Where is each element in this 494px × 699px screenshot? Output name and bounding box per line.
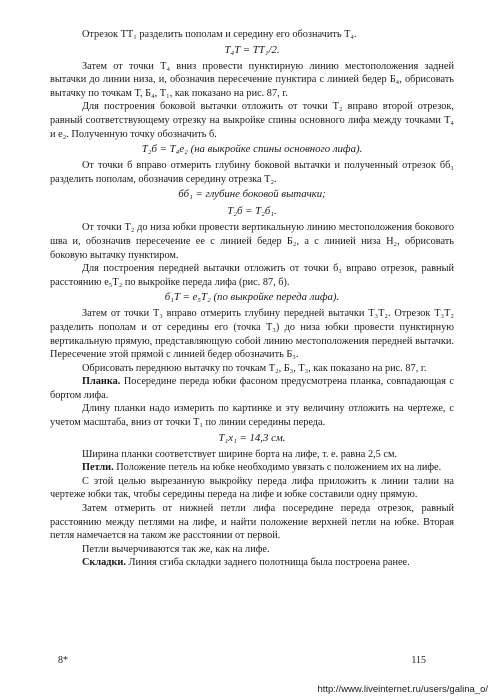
- formula: бб₁ = глубине боковой вытачки;: [178, 188, 326, 201]
- paragraph-text: Посередине переда юбки фасоном предусмотрена планка, совпадающая с бортом лифа.: [50, 376, 454, 401]
- paragraph: Затем от точки T₃ вправо отмерить глубину передней вытачки T₃T₂. Отрезок T₃T₂ разделить пополам и от середины его (точка T₃) до низа юбки провести пунктирную вертикальную прямую, представляющую собой линию местоположения передней вытачки. Пересечение этой прямой с линией бедер обозначить Б₃.: [50, 308, 454, 361]
- signature-mark: 8*: [58, 655, 68, 666]
- section-heading: Складки.: [82, 557, 126, 569]
- paragraph-text: Положение петель на юбке необходимо увязать с положением их на лифе.: [113, 462, 442, 474]
- section-heading: Планка.: [82, 376, 121, 388]
- paragraph: С этой целью вырезанную выкройку переда лифа приложить к линии талии на чертеже юбки так, чтобы середины переда на лифе и юбке составили одну прямую.: [50, 475, 454, 501]
- formula: T₄T = TT₁/2.: [224, 43, 280, 56]
- paragraph: Затем от точки T₄ вниз провести пунктирную линию местоположения задней вытачки до линии низа, и, обозначив пересечение пунктира с линией бедер Б₄, обрисовать вытачку по точкам T, Б₄, T₁, как показано на рис. 87, г.: [50, 60, 454, 99]
- formula: T₂б = T₂б₁.: [227, 205, 277, 218]
- paragraph: Ширина планки соответствует ширине борта на лифе, т. е. равна 2,5 см.: [82, 448, 398, 460]
- paragraph: От точки T₂ до низа юбки провести вертикальную линию местоположения бокового шва и, обозначив пересечение ее с линией бедер Б₂, а с линией низа H₂, обрисовать боковую вытачку пунктиром.: [50, 222, 454, 261]
- paragraph: Затем отмерить от нижней петли лифа посередине переда отрезок, равный расстоянию между петлями на лифе, и найти положение верхней петли на юбке. Вторая петля намечается на таком же расстоянии от первой.: [50, 503, 454, 542]
- page-number: 115: [411, 655, 426, 666]
- section-heading: Петли.: [82, 462, 114, 474]
- formula: T₂б = T₄e₂ (на выкройке спины основного лифа).: [141, 143, 363, 156]
- paragraph: От точки б вправо отмерить глубину боковой вытачки и полученный отрезок бб₁ разделить пополам, обозначив середину отрезка T₂.: [50, 160, 454, 185]
- paragraph: Отрезок TT₁ разделить пополам и середину его обозначить T₄.: [82, 29, 357, 40]
- paragraph: Обрисовать переднюю вытачку по точкам T₂, Б₃, T₃, как показано на рис. 87, г.: [82, 362, 427, 374]
- paragraph: [50, 375, 454, 402]
- paragraph: [50, 556, 454, 570]
- paragraph: [50, 461, 454, 475]
- paragraph: Для построения передней вытачки отложить от точки б₁ вправо отрезок, равный расстоянию e₅T₂ по выкройке переда лифа (рис. 87, б).: [50, 263, 454, 288]
- formula: T₁x₁ = 14,3 см.: [218, 431, 286, 444]
- formula: б₁T = e₅T₂ (по выкройке переда лифа).: [164, 291, 340, 304]
- paragraph: Длину планки надо измерить по картинке и эту величину отложить на чертеже, с учетом масштаба, вниз от точки T₁ по линии середины переда.: [50, 403, 454, 429]
- paragraph-text: Линия сгиба складки заднего полотнища была построена ранее.: [125, 557, 410, 569]
- watermark-url: http://www.liveinternet.ru/users/galina_o/: [317, 684, 488, 695]
- paragraph: Для построения боковой вытачки отложить от точки T₂ вправо второй отрезок, равный соответствующему отрезку на выкройке спины основного лифа между точками T₄ и e₂. Полученную точку обозначить б.: [50, 101, 454, 140]
- paragraph: Петли вычерчиваются так же, как на лифе.: [82, 543, 270, 555]
